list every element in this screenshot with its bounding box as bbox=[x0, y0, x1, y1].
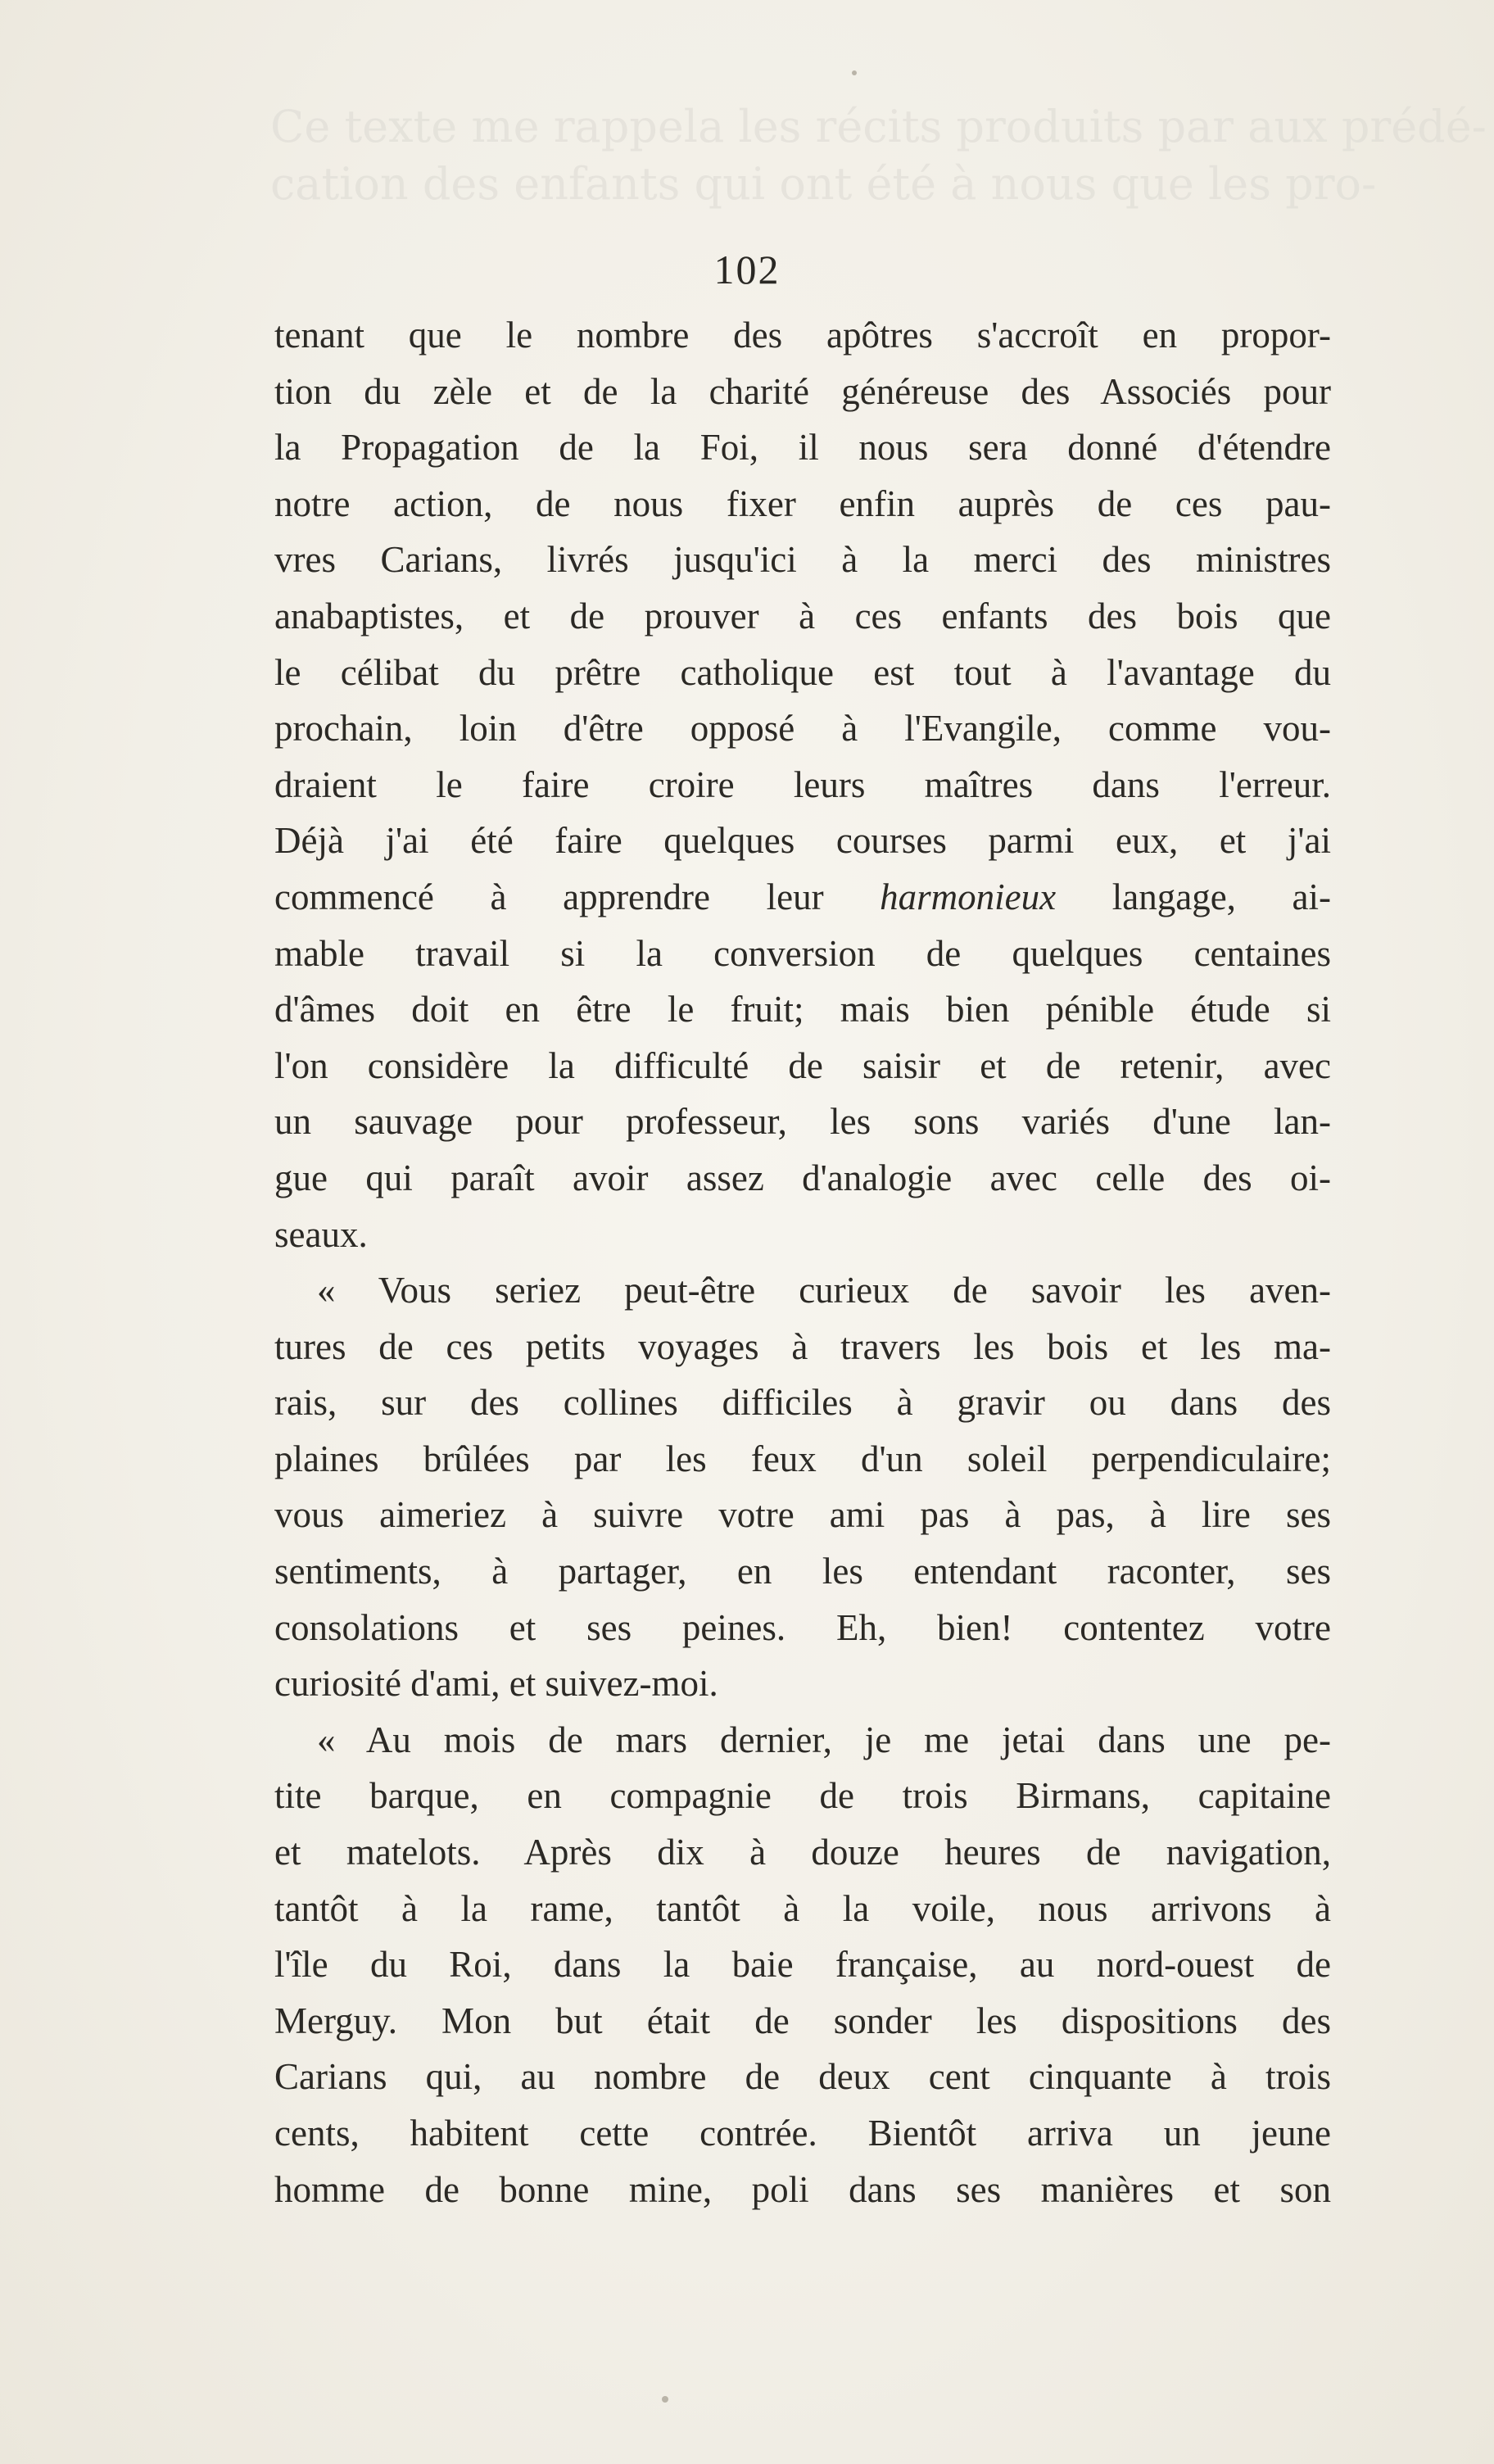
text-line: plaines brûlées par les feux d'un soleil perpendiculaire; bbox=[274, 1438, 1331, 1479]
text-line: Déjà j'ai été faire quelques courses parmi eux, et j'ai bbox=[274, 820, 1331, 862]
body-text bbox=[274, 307, 1331, 2217]
text-line: curiosité d'ami, et suivez-moi. bbox=[274, 1663, 718, 1705]
text-line: tantôt à la rame, tantôt à la voile, nous arrivons à bbox=[274, 1887, 1331, 1929]
text-line: prochain, loin d'être opposé à l'Evangile, comme vou- bbox=[274, 708, 1331, 750]
text-run: commencé à apprendre leur bbox=[274, 876, 881, 917]
paper-speck bbox=[662, 2396, 668, 2403]
text-line: et matelots. Après dix à douze heures de navigation, bbox=[274, 1832, 1331, 1873]
text-line: rais, sur des collines difficiles à gravir ou dans des bbox=[274, 1382, 1331, 1424]
text-line: mable travail si la conversion de quelques centaines bbox=[274, 932, 1331, 974]
text-line: Carians qui, au nombre de deux cent cinquante à trois bbox=[274, 2056, 1331, 2098]
show-through-line: cation des enfants qui ont été à nous que les pro- bbox=[270, 158, 1377, 210]
text-line: notre action, de nous fixer enfin auprès de ces pau- bbox=[274, 482, 1331, 524]
text-line: l'on considère la difficulté de saisir et de retenir, avec bbox=[274, 1044, 1331, 1086]
show-through-text bbox=[270, 98, 1487, 213]
text-run: langage, ai- bbox=[1056, 876, 1331, 917]
text-line-with-italic bbox=[274, 869, 1331, 926]
text-line: la Propagation de la Foi, il nous sera donné d'étendre bbox=[274, 427, 1331, 469]
text-line: tures de ces petits voyages à travers les bois et les ma- bbox=[274, 1325, 1331, 1367]
show-through-line: Ce texte me rappela les récits produits par aux prédé- bbox=[270, 101, 1487, 152]
text-line: tion du zèle et de la charité généreuse des Associés pour bbox=[274, 370, 1331, 412]
page-number: 102 bbox=[713, 247, 781, 292]
text-line: Merguy. Mon but était de sonder les dispositions des bbox=[274, 2000, 1331, 2041]
text-line: draient le faire croire leurs maîtres dans l'erreur. bbox=[274, 763, 1331, 805]
text-line: vous aimeriez à suivre votre ami pas à pas, à lire ses bbox=[274, 1494, 1331, 1536]
text-line: seaux. bbox=[274, 1213, 368, 1255]
text-line: « Au mois de mars dernier, je me jetai dans une pe- bbox=[317, 1719, 1331, 1760]
italic-word: harmonieux bbox=[880, 876, 1057, 917]
text-line: tite barque, en compagnie de trois Birmans, capitaine bbox=[274, 1775, 1331, 1817]
text-line: d'âmes doit en être le fruit; mais bien pénible étude si bbox=[274, 989, 1331, 1030]
text-line: cents, habitent cette contrée. Bientôt arriva un jeune bbox=[274, 2113, 1331, 2154]
text-line: le célibat du prêtre catholique est tout à l'avantage du bbox=[274, 651, 1331, 693]
text-line: gue qui paraît avoir assez d'analogie avec celle des oi- bbox=[274, 1157, 1331, 1198]
text-line: sentiments, à partager, en les entendant raconter, ses bbox=[274, 1551, 1331, 1592]
text-line: un sauvage pour professeur, les sons variés d'une lan- bbox=[274, 1101, 1331, 1143]
text-line: l'île du Roi, dans la baie française, au nord-ouest de bbox=[274, 1944, 1331, 1986]
text-line: consolations et ses peines. Eh, bien! contentez votre bbox=[274, 1606, 1331, 1648]
text-line: vres Carians, livrés jusqu'ici à la merci des ministres bbox=[274, 539, 1331, 581]
text-line: homme de bonne mine, poli dans ses manières et son bbox=[274, 2168, 1331, 2210]
text-line: tenant que le nombre des apôtres s'accroît en propor- bbox=[274, 315, 1331, 356]
text-line: « Vous seriez peut-être curieux de savoir les aven- bbox=[317, 1270, 1331, 1311]
paper-speck bbox=[852, 70, 857, 75]
text-line: anabaptistes, et de prouver à ces enfants des bois que bbox=[274, 595, 1331, 636]
